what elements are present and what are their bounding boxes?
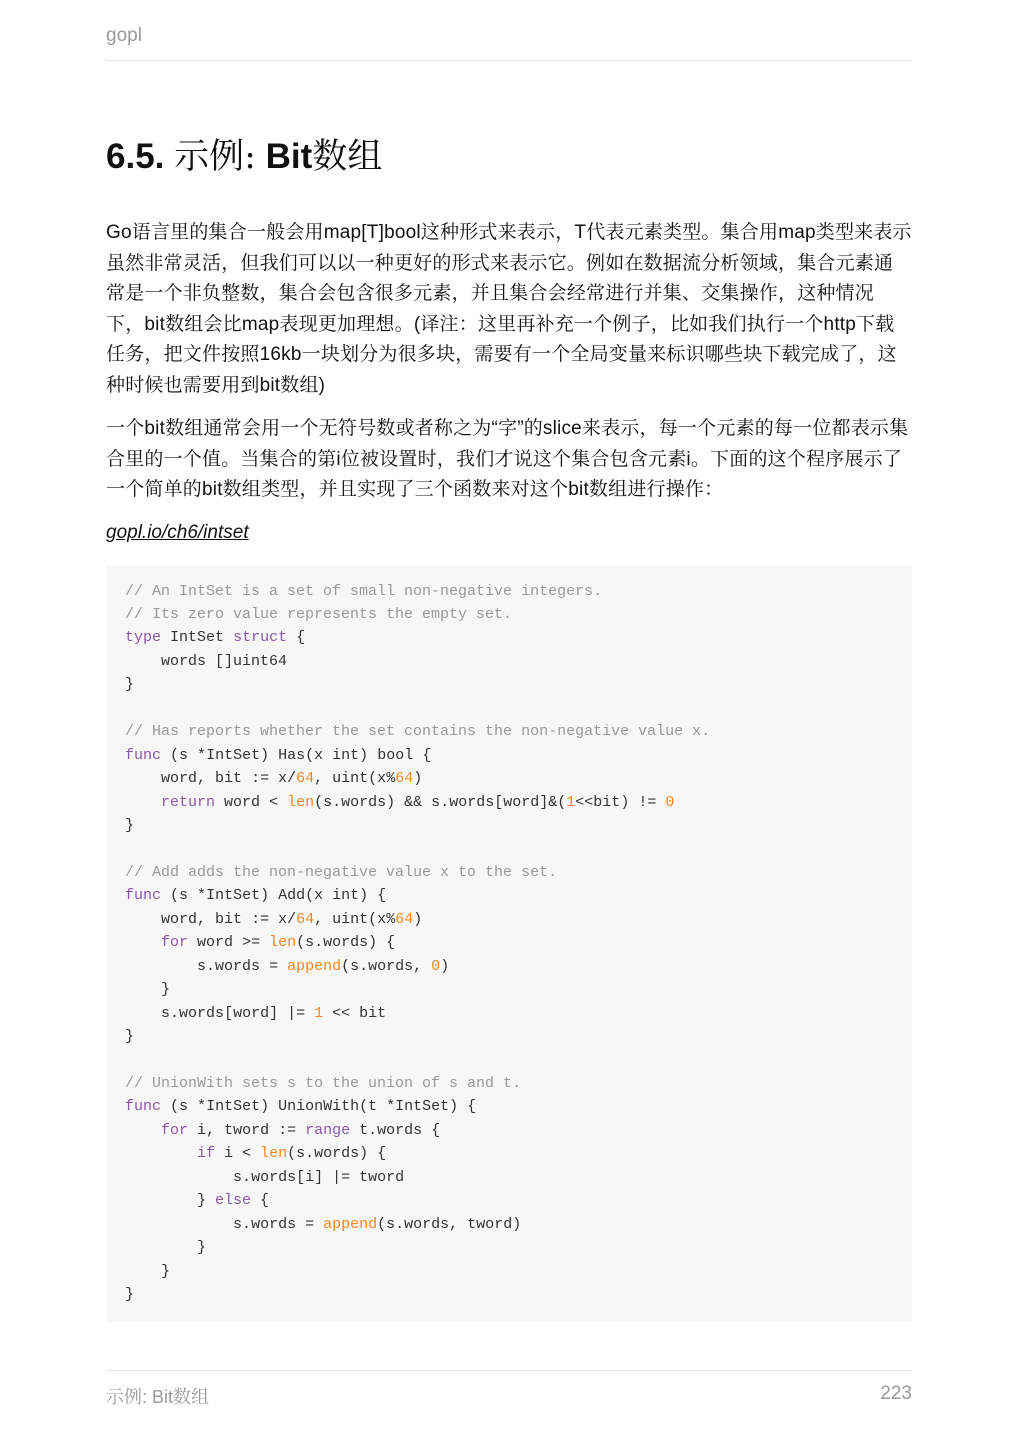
code-line: }: [125, 981, 171, 999]
code-line: func (s *IntSet) Has(x int) bool {: [125, 746, 432, 764]
code-line: s.words[word] |= 1 << bit: [161, 1004, 387, 1022]
code-line: s.words[i] |= tword: [233, 1168, 405, 1186]
paragraph-intro: Go语言里的集合一般会用map[T]bool这种形式来表示，T代表元素类型。集合用map类型来表示虽然非常灵活，但我们可以以一种更好的形式来表示它。例如在数据流分析领域，集合元素通常是一个非负整数，集合会包含很多元素，并且集合会经常进行并集、交集操作，这种情况下，bit数组会比map表现更加理想。(译注：这里再补充一个例子，比如我们执行一个http下载任务，把文件按照16kb一块划分为很多块，需要有一个全局变量来标识哪些块下载完成了，这种时候也需要用到bit数组): [106, 222, 912, 396]
code-line: type IntSet struct {: [125, 629, 306, 647]
footer-title: 示例: Bit数组: [106, 1387, 210, 1407]
heading-bit: Bit: [265, 137, 313, 176]
code-line: s.words = append(s.words, tword): [233, 1215, 522, 1233]
heading-number: 6.5.: [106, 137, 165, 176]
code-line: word, bit := x/64, uint(x%64): [161, 910, 423, 928]
heading-suffix: 数组: [312, 137, 383, 177]
heading-prefix: 示例:: [174, 137, 256, 177]
code-line: word, bit := x/64, uint(x%64): [161, 770, 423, 788]
code-line: }: [125, 676, 135, 694]
code-line: for i, tword := range t.words {: [161, 1121, 441, 1139]
page-number: 223: [880, 1383, 912, 1404]
code-line: // Add adds the non-negative value x to the set.: [125, 863, 558, 881]
source-link-line: [106, 519, 912, 547]
code-line: return word < len(s.words) && s.words[word]&(1<<bit) != 0: [161, 793, 675, 811]
code-line: s.words = append(s.words, 0): [197, 957, 450, 975]
code-line: func (s *IntSet) Add(x int) {: [125, 887, 387, 905]
code-line: // An IntSet is a set of small non-negative integers.: [125, 582, 603, 600]
page-footer: [106, 1370, 912, 1417]
code-line: words []uint64: [161, 652, 288, 670]
code-listing: [125, 580, 893, 1307]
source-link[interactable]: gopl.io/ch6/intset: [106, 521, 249, 543]
code-line: // UnionWith sets s to the union of s and t.: [125, 1075, 522, 1093]
code-line: }: [125, 1239, 207, 1257]
main-content: [106, 128, 912, 1322]
code-block: [106, 565, 912, 1322]
code-line: if i < len(s.words) {: [197, 1145, 387, 1163]
code-line: }: [125, 817, 135, 835]
paragraph-bit-array: 一个bit数组通常会用一个无符号数或者称之为“字”的slice来表示，每一个元素的每一位都表示集合里的一个值。当集合的第i位被设置时，我们才说这个集合包含元素i。下面的这个程序展示了一个简单的bit数组类型，并且实现了三个函数来对这个bit数组进行操作：: [106, 418, 909, 500]
section-heading: [106, 128, 912, 186]
code-line: // Has reports whether the set contains the non-negative value x.: [125, 723, 711, 741]
code-line: }: [125, 1286, 135, 1304]
code-line: func (s *IntSet) UnionWith(t *IntSet) {: [125, 1098, 477, 1116]
code-line: // Its zero value represents the empty set.: [125, 605, 513, 623]
code-line: }: [125, 1028, 135, 1046]
header-title: gopl: [106, 25, 142, 46]
code-line: }: [125, 1262, 171, 1280]
code-line: } else {: [125, 1192, 270, 1210]
page-header: [106, 24, 912, 61]
code-line: for word >= len(s.words) {: [161, 934, 396, 952]
